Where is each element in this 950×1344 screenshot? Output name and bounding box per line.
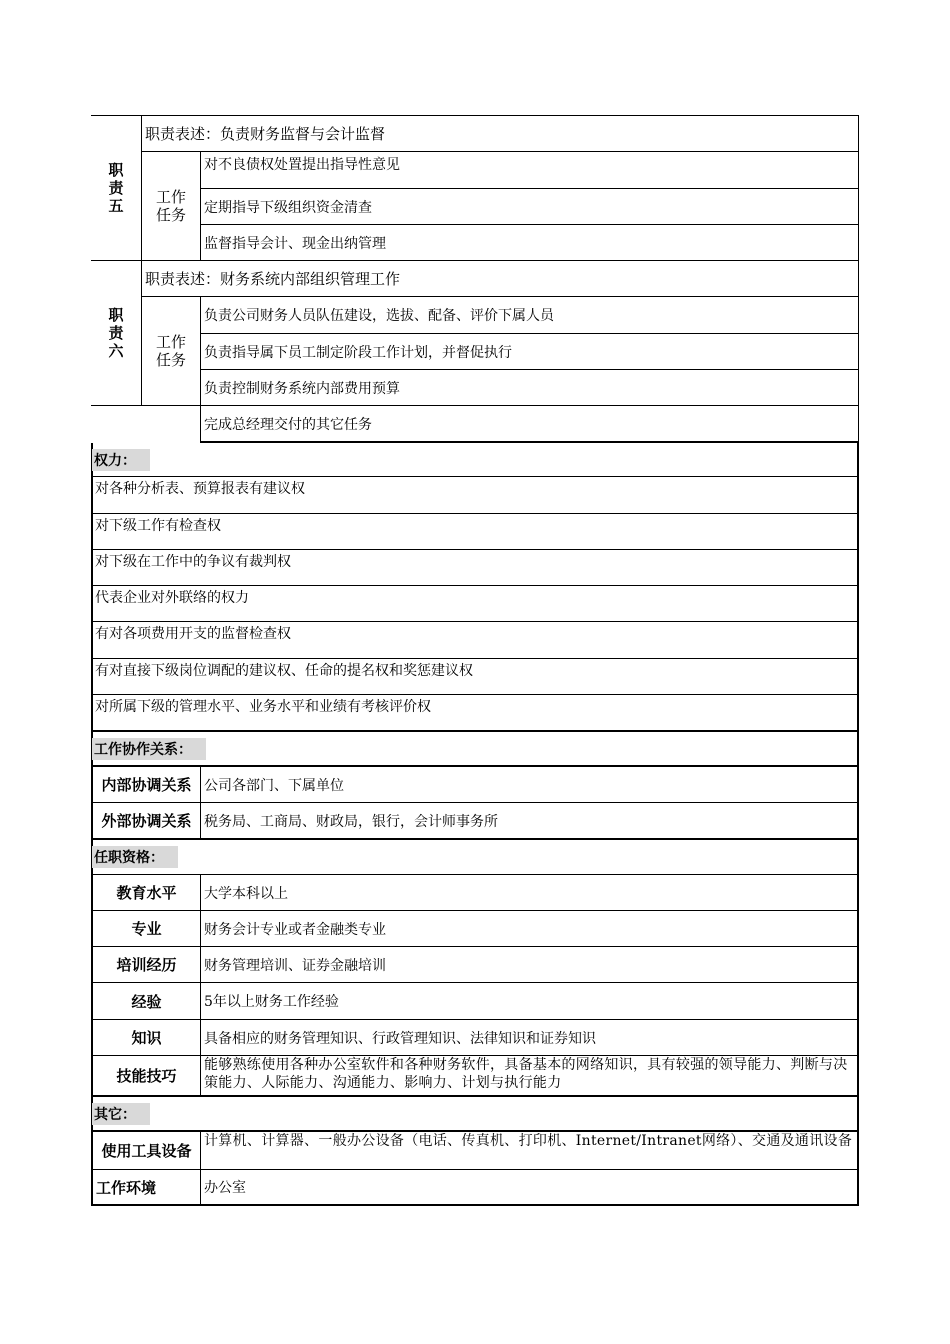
relations-header: 工作协作关系：	[92, 738, 206, 760]
qualification-value: 财务管理培训、证券金融培训	[204, 957, 386, 974]
other-section	[91, 1097, 859, 1206]
duty5-task-3: 监督指导会计、现金出纳管理	[204, 235, 386, 252]
duty6-task-1: 负责公司财务人员队伍建设，选拔、配备、评价下属人员	[204, 308, 554, 324]
authority-item: 有对直接下级岗位调配的建议权、任命的提名权和奖惩建议权	[95, 663, 473, 679]
duty6-task-label: 工作 任务	[155, 333, 186, 369]
other-task: 完成总经理交付的其它任务	[204, 416, 372, 433]
duty5-task-2: 定期指导下级组织资金清查	[204, 199, 372, 216]
other-header: 其它：	[92, 1103, 150, 1125]
duty5-task-label: 工作 任务	[155, 188, 186, 224]
external-relations-value: 税务局、工商局、财政局，银行，会计师事务所	[204, 813, 498, 830]
qualification-value: 能够熟练使用各种办公室软件和各种财务软件，具备基本的网络知识，具有较强的领导能力、判断与决策能力、人际能力、沟通能力、影响力、计划与执行能力	[204, 1057, 848, 1091]
authority-item: 有对各项费用开支的监督检查权	[95, 626, 291, 642]
external-relations-label: 外部协调关系	[101, 812, 192, 830]
environment-value: 办公室	[204, 1180, 246, 1196]
duty5-label: 职 责 五	[108, 161, 124, 215]
duty6-task-2: 负责指导属下员工制定阶段工作计划，并督促执行	[204, 344, 512, 361]
qualification-value: 大学本科以上	[204, 885, 288, 902]
authority-item: 对各种分析表、预算报表有建议权	[95, 481, 305, 497]
environment-label: 工作环境	[96, 1178, 157, 1197]
authority-item: 对下级在工作中的争议有裁判权	[95, 554, 291, 570]
qualification-label: 专业	[131, 920, 162, 938]
qualification-value: 财务会计专业或者金融类专业	[204, 921, 386, 938]
duty6-label: 职 责 六	[108, 306, 124, 360]
duty5-label-cell	[91, 116, 141, 260]
tools-value: 计算机、计算器、一般办公设备（电话、传真机、打印机、Internet/Intranet网络）、交通及通讯设备	[204, 1133, 853, 1149]
duty6-block	[91, 261, 859, 406]
duty5-block	[91, 115, 859, 261]
authority-item: 对下级工作有检查权	[95, 518, 221, 534]
other-task-row	[91, 406, 859, 443]
authority-header: 权力：	[92, 449, 150, 471]
job-description-document	[91, 115, 859, 1206]
tools-label: 使用工具设备	[101, 1142, 192, 1160]
qualification-label: 培训经历	[116, 956, 177, 974]
duty6-description: 职责表述：财务系统内部组织管理工作	[145, 270, 401, 288]
qualification-label: 技能技巧	[116, 1067, 177, 1085]
relations-section	[91, 732, 859, 840]
qualification-label: 经验	[131, 992, 162, 1011]
qualification-label: 教育水平	[116, 884, 177, 902]
qualifications-section	[91, 840, 859, 1097]
duty6-task-3: 负责控制财务系统内部费用预算	[204, 380, 400, 397]
authority-item: 代表企业对外联络的权力	[95, 590, 249, 606]
authority-item: 对所属下级的管理水平、业务水平和业绩有考核评价权	[95, 699, 431, 715]
authority-section	[91, 443, 859, 732]
duty5-task-1: 对不良债权处置提出指导性意见	[204, 157, 400, 173]
qualifications-header: 任职资格：	[92, 846, 178, 868]
internal-relations-value: 公司各部门、下属单位	[204, 777, 344, 794]
qualification-label: 知识	[131, 1029, 162, 1047]
internal-relations-label: 内部协调关系	[101, 776, 192, 794]
qualification-value: 5年以上财务工作经验	[204, 994, 339, 1010]
qualification-value: 具备相应的财务管理知识、行政管理知识、法律知识和证券知识	[204, 1030, 596, 1047]
duty5-description: 职责表述：负责财务监督与会计监督	[145, 125, 386, 143]
